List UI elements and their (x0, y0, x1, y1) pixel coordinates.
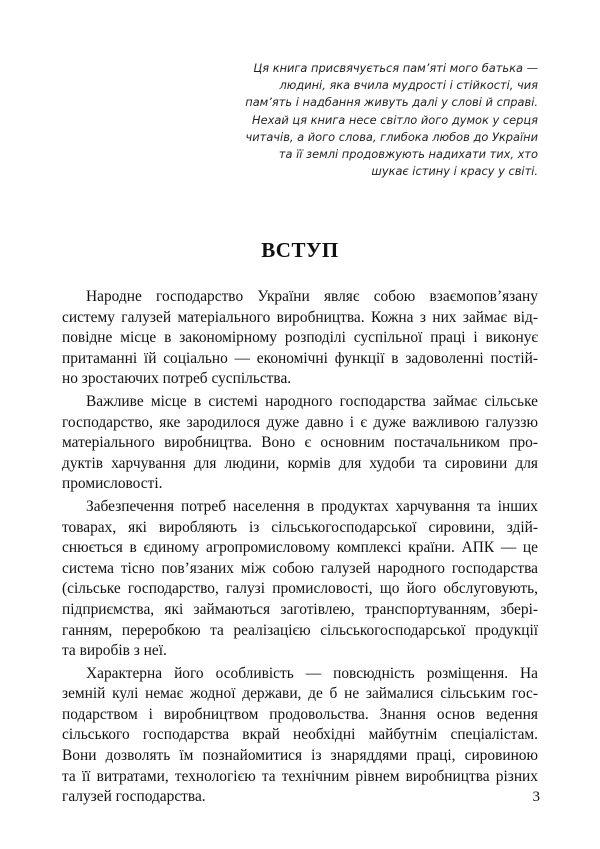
body-text (62, 287, 538, 808)
paragraph (62, 497, 538, 662)
text-line: дуктів харчування для людини, кормів для худоби та сировини для (62, 454, 538, 472)
text-line: снюється в єдиному агропромисловому комплексі країни. АПК — це (62, 539, 538, 557)
text-line: земній кулі немає жодної держави, де б не займалися сільським гос- (62, 685, 538, 703)
text-line: Вони дозволять їм познайомитися із знаряддями праці, сировиною (62, 747, 538, 765)
text-line: матеріального виробництва. Воно є основним постачальником про- (62, 434, 538, 452)
epigraph-line: шукає істину і красу у світі. (371, 164, 538, 179)
epigraph-line: та її землі продовжують надихати тих, хто (278, 147, 538, 162)
text-line: та виробів з неї. (62, 642, 167, 660)
text-line: Характерна його особливість — повсюдність розміщення. На (86, 664, 538, 682)
text-line: та її витратами, технологією та технічним рівнем виробництва різних (62, 767, 538, 785)
epigraph-line: пам’ять і надбання живуть далі у слові й справі. (245, 95, 538, 110)
section-heading: ВСТУП (261, 238, 339, 262)
page-number: 3 (532, 789, 540, 805)
text-line: Важливе місце в системі народного господарства займає сільське (86, 392, 538, 410)
epigraph-line: людині, яка вчила мудрості і стійкості, чия (279, 78, 538, 93)
paragraph (62, 287, 538, 390)
text-line: сільського господарства вкрай необхідні майбутнім спеціалістам. (62, 726, 538, 744)
paragraph (62, 664, 538, 808)
epigraph-line: Ця книга присвячується пам’яті мого батька — (253, 61, 538, 75)
text-line: галузей господарства. (62, 788, 206, 806)
text-line: (сільське господарство, галузі промисловості, що його обслуговують, (62, 580, 538, 598)
text-line: повідне місце в закономірному розподілі суспільної праці і виконує (62, 329, 538, 347)
text-line: підприємства, які займаються заготівлею, транспортуванням, зберi- (62, 600, 538, 618)
epigraph-line: читачів, а його слова, глибока любов до України (245, 129, 538, 144)
text-line: промисловості. (62, 475, 163, 493)
text-line: систему галузей матеріального виробництва. Кожна з них займає від- (62, 308, 538, 326)
epigraph-line: Нехай ця книга несе світло його думок у серця (252, 112, 538, 127)
text-line: господарство, яке зародилося дуже давно і є дуже важливою галуззю (62, 413, 538, 431)
paragraph (62, 392, 538, 495)
text-line: товарах, які виробляють із сільськогосподарської сировини, здій- (62, 518, 538, 536)
epigraph (190, 60, 538, 180)
text-line: Забезпечення потреб населення в продуктах харчування та інших (86, 497, 538, 515)
text-line: система тісно пов’язаних між собою галузей народного господарства (62, 559, 538, 577)
text-line: притаманні їй соціально — економічні функції в задоволенні постій- (62, 349, 538, 367)
text-line: но зростаючих потреб суспільства. (62, 370, 292, 388)
text-line: Народне господарство України являє собою взаємопов’язану (86, 288, 538, 305)
text-line: ганням, переробкою та реалізацією сільськогосподарської продукції (62, 621, 538, 639)
text-line: подарством і виробництвом продовольства. Знання основ ведення (62, 705, 538, 723)
